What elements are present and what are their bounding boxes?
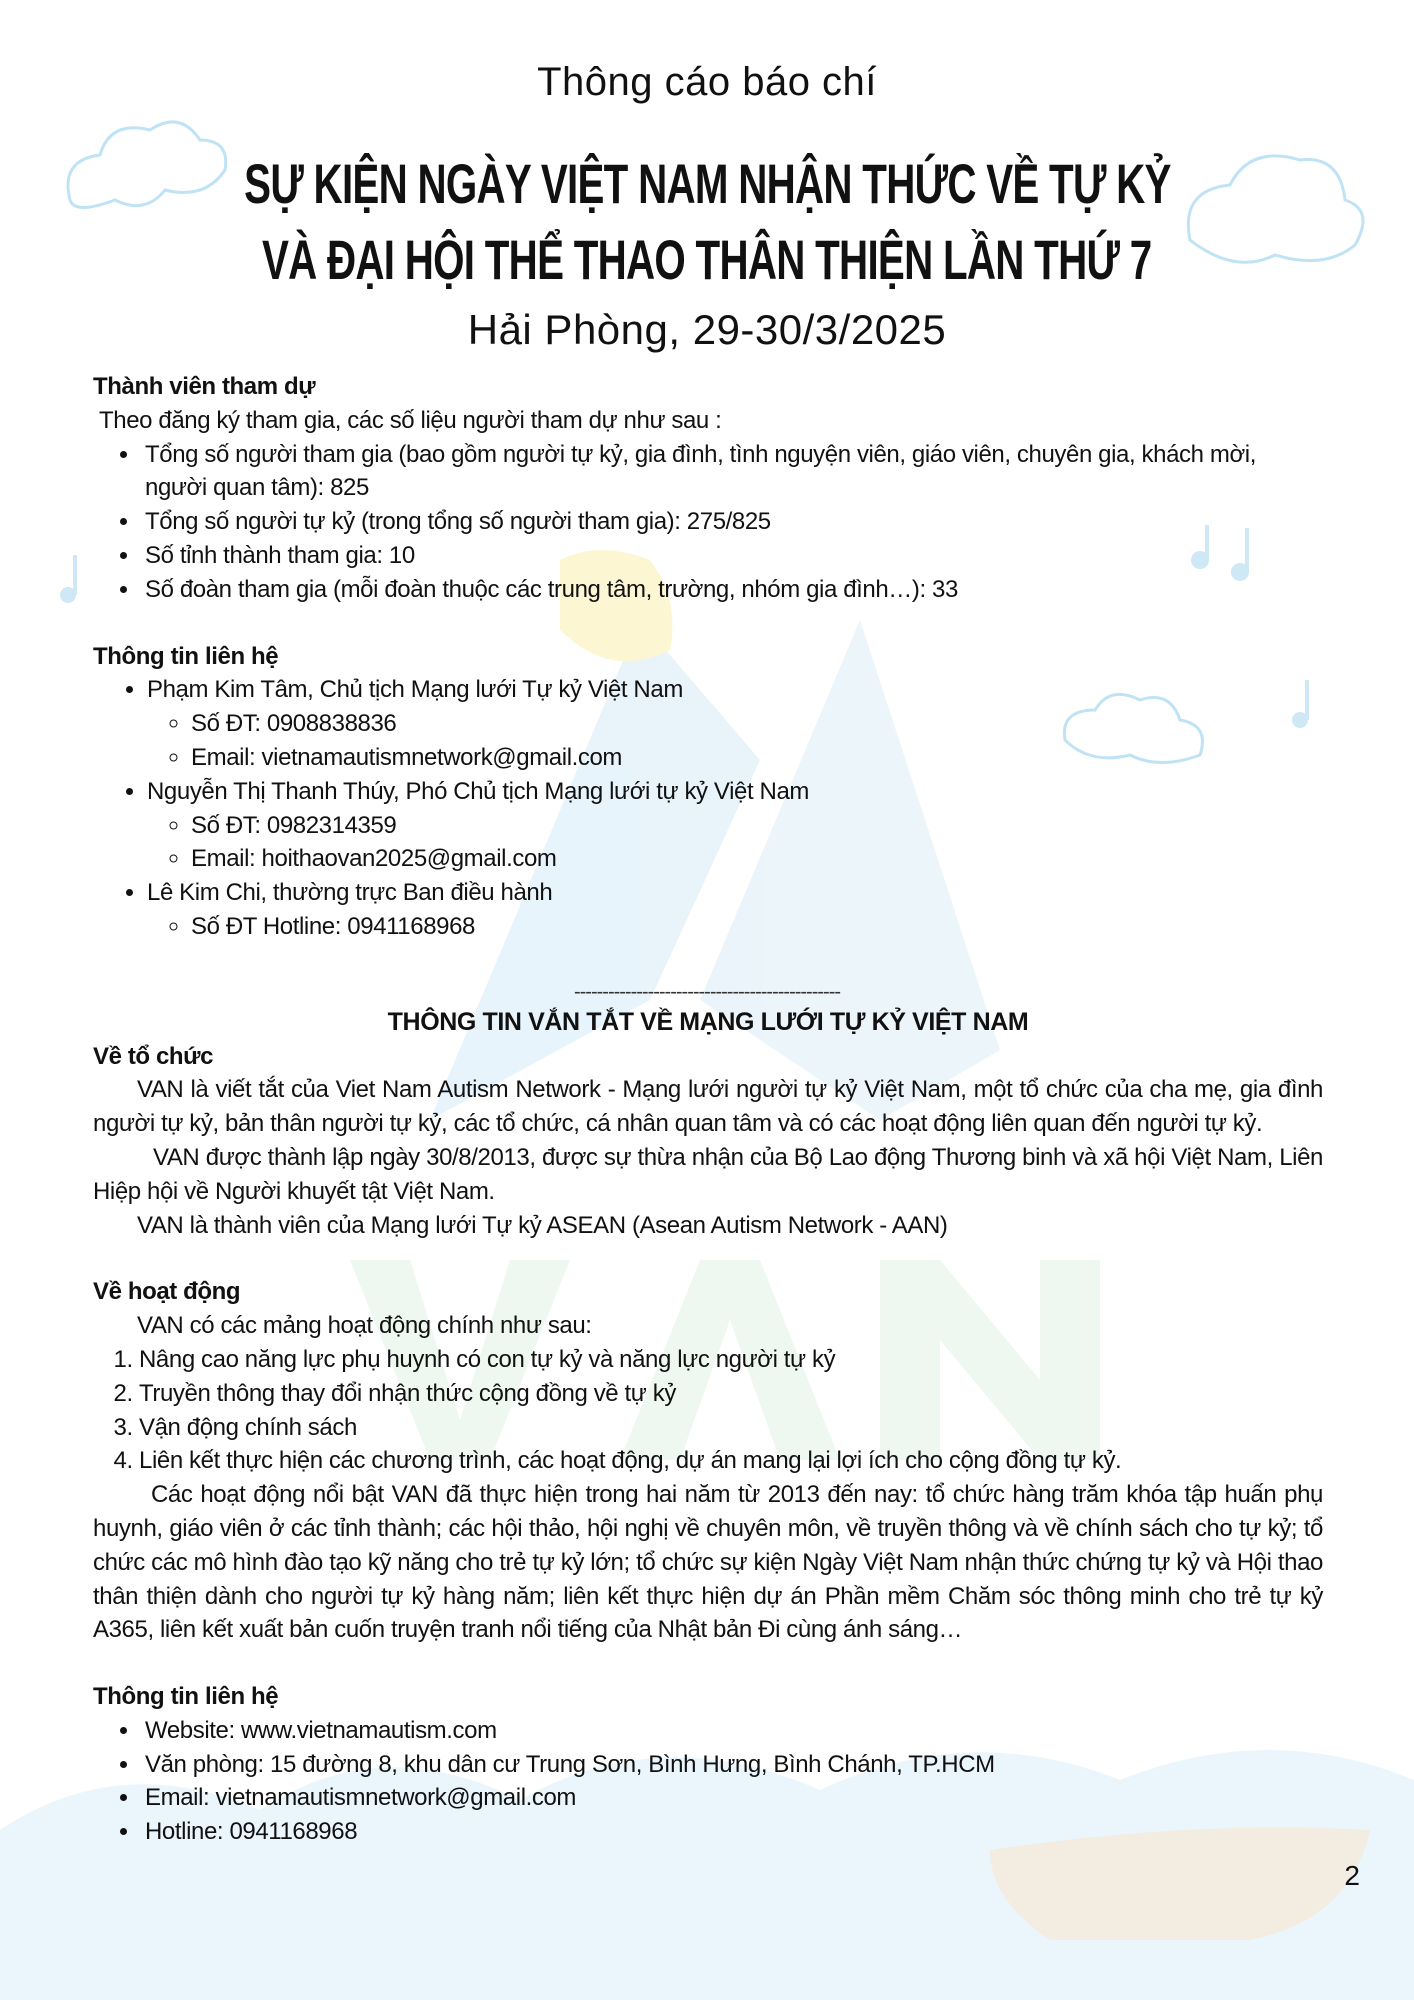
paragraph: VAN là thành viên của Mạng lưới Tự kỷ ASEAN (Asean Autism Network - AAN) xyxy=(137,1211,948,1239)
event-date-place: Hải Phòng, 29-30/3/2025 xyxy=(467,306,947,353)
list-item: 3. Vận động chính sách xyxy=(139,1411,1323,1445)
email-link[interactable]: • Email: vietnamautismnetwork@gmail.com xyxy=(141,1781,1323,1815)
website-link[interactable]: • Website: www.vietnamautism.com xyxy=(141,1714,1323,1748)
list-item: • Tổng số người tự kỷ (trong tổng số người tham gia): 275/825 xyxy=(141,505,1323,539)
section-heading: Thông tin liên hệ xyxy=(93,642,279,670)
contact-list xyxy=(93,673,1323,943)
section-heading: Thông tin liên hệ xyxy=(93,1683,279,1711)
page-title-line1: SỰ KIỆN NGÀY VIỆT NAM NHẬN THỨC VỀ TỰ KỶ xyxy=(243,152,1171,215)
paragraph: VAN là viết tắt của Viet Nam Autism Network - Mạng lưới người tự kỷ Việt Nam, một tổ chức của cha mẹ, gia đình người tự kỷ, bản thân người tự kỷ, các tổ chức, cá nhân quan tâm và có các hoạt động liên quan đến người tự kỷ. xyxy=(93,1076,1323,1138)
section-heading: Về hoạt động xyxy=(93,1278,241,1306)
contact-email[interactable]: ◦ Email: hoithaovan2025@gmail.com xyxy=(191,842,1323,876)
org-contact-section xyxy=(93,1680,1323,1849)
org-contact-list xyxy=(93,1714,1323,1849)
activity-list xyxy=(93,1343,1323,1478)
participants-list xyxy=(93,438,1323,607)
contact-phone: ◦ Số ĐT: 0908838836 xyxy=(191,707,1323,741)
page-title-line2: VÀ ĐẠI HỘI THỂ THAO THÂN THIỆN LẦN THỨ 7 xyxy=(262,228,1152,291)
participants-section xyxy=(93,370,1323,607)
hotline: • Hotline: 0941168968 xyxy=(141,1815,1323,1849)
divider: ----------------------------------------------- xyxy=(573,980,841,1003)
paragraph: VAN có các mảng hoạt động chính như sau: xyxy=(137,1312,592,1340)
office-address: • Văn phòng: 15 đường 8, khu dân cư Trung Sơn, Bình Hưng, Bình Chánh, TP.HCM xyxy=(141,1748,1323,1782)
page-number: 2 xyxy=(1344,1860,1360,1892)
list-item: • Số tỉnh thành tham gia: 10 xyxy=(141,539,1323,573)
list-item: 4. Liên kết thực hiện các chương trình, các hoạt động, dự án mang lại lợi ích cho cộng đồng tự kỷ. xyxy=(139,1444,1323,1478)
contact-hotline: ◦ Số ĐT Hotline: 0941168968 xyxy=(191,910,1323,944)
participants-intro: Theo đăng ký tham gia, các số liệu người tham dự như sau : xyxy=(99,406,722,434)
document-kicker: Thông cáo báo chí xyxy=(537,60,877,104)
list-item: 1. Nâng cao năng lực phụ huynh có con tự kỷ và năng lực người tự kỷ xyxy=(139,1343,1323,1377)
section-heading: Về tổ chức xyxy=(93,1042,214,1070)
contact-person: • Lê Kim Chi, thường trực Ban điều hành ◦ Số ĐT Hotline: 0941168968 xyxy=(147,876,1323,944)
list-item: • Tổng số người tham gia (bao gồm người tự kỷ, gia đình, tình nguyện viên, giáo viên, chuyên gia, khách mời, người quan tâm): 825 xyxy=(141,438,1323,506)
contact-person: • Nguyễn Thị Thanh Thúy, Phó Chủ tịch Mạng lưới tự kỷ Việt Nam ◦ Số ĐT: 0982314359 ◦ Email: hoithaovan2025@gmail.com xyxy=(147,775,1323,876)
contact-phone: ◦ Số ĐT: 0982314359 xyxy=(191,809,1323,843)
list-item: • Số đoàn tham gia (mỗi đoàn thuộc các trung tâm, trường, nhóm gia đình…): 33 xyxy=(141,573,1323,607)
list-item: 2. Truyền thông thay đổi nhận thức cộng đồng về tự kỷ xyxy=(139,1377,1323,1411)
about-heading: THÔNG TIN VẮN TẮT VỀ MẠNG LƯỚI TỰ KỶ VIỆT NAM xyxy=(387,1007,1029,1036)
contact-email[interactable]: ◦ Email: vietnamautismnetwork@gmail.com xyxy=(191,741,1323,775)
contact-person: • Phạm Kim Tâm, Chủ tịch Mạng lưới Tự kỷ Việt Nam ◦ Số ĐT: 0908838836 ◦ Email: vietnamautismnetwork@gmail.com xyxy=(147,673,1323,774)
section-heading: Thành viên tham dự xyxy=(93,373,316,400)
about-section xyxy=(93,1006,1323,1647)
paragraph: VAN được thành lập ngày 30/8/2013, được sự thừa nhận của Bộ Lao động Thương binh và xã hội Việt Nam, Liên Hiệp hội về Người khuyết tật Việt Nam. xyxy=(93,1143,1323,1205)
paragraph: Các hoạt động nổi bật VAN đã thực hiện trong hai năm từ 2013 đến nay: tổ chức hàng trăm khóa tập huấn phụ huynh, giáo viên ở các tỉnh thành; các hội thảo, hội nghị về chuyên môn, về truyền thông và về chính sách cho tự kỷ; tổ chức các mô hình đào tạo kỹ năng cho trẻ tự kỷ lớn; tổ chức sự kiện Ngày Việt Nam nhận thức chứng tự kỷ và Hội thao thân thiện dành cho người tự kỷ hàng năm; liên kết thực hiện dự án Phần mềm Chăm sóc thông minh cho trẻ tự kỷ A365, liên kết xuất bản cuốn truyện tranh nổi tiếng của Nhật bản Đi cùng ánh sáng… xyxy=(93,1481,1323,1644)
contact-section xyxy=(93,640,1323,944)
